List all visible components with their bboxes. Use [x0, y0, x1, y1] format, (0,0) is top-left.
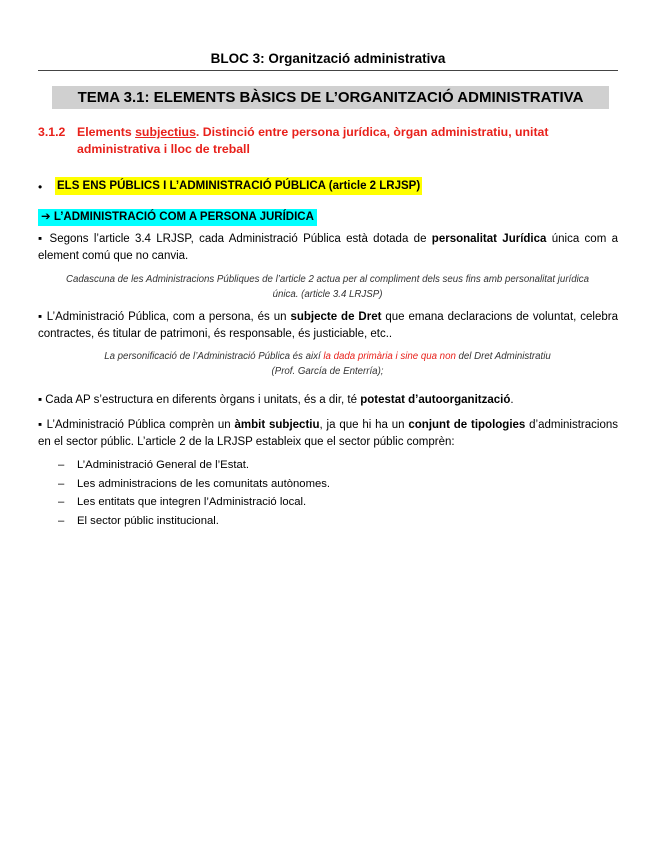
list-item-text: L’Administració General de l’Estat.	[77, 459, 250, 471]
square-bullet-icon: ▪	[38, 233, 50, 245]
para2-text-a: L’Administració Pública, com a persona, és un	[46, 311, 291, 323]
bloc-title: BLOC 3: Organització administrativa	[210, 51, 446, 66]
paragraph-subjecte-dret	[38, 309, 618, 343]
section-title-underlined: subjectius	[135, 125, 196, 139]
dash-icon: –	[58, 477, 65, 490]
paragraph-personalitat	[38, 231, 618, 265]
tema-title: TEMA 3.1: ELEMENTS BÀSICS DE L’ORGANITZACIÓ ADMINISTRATIVA	[52, 86, 609, 109]
para1-text-a: Segons l’article 3.4 LRJSP, cada Administració Pública està dotada de	[49, 233, 432, 245]
paragraph-ambit-subjectiu	[38, 417, 618, 451]
persona-juridica-heading	[38, 209, 317, 226]
section-title-part1: Elements	[77, 125, 136, 139]
para1-bold: personalitat Jurídica	[431, 233, 547, 245]
list-item-text: Les administracions de les comunitats autònomes.	[77, 477, 331, 490]
para3-text-a: Cada AP s’estructura en diferents òrgans i unitats, és a dir, té	[45, 394, 361, 406]
list-item-text: Les entitats que integren l’Administració local.	[77, 496, 307, 508]
list-item	[58, 456, 330, 475]
list-item	[58, 475, 330, 494]
para4-text-c: d’administracions en el sector públic. L’article 2 de la LRJSP estableix que el sector públic comprèn:	[38, 419, 618, 448]
quote2-red: la dada primària i sine qua non	[323, 351, 456, 362]
dash-icon: –	[58, 514, 65, 527]
square-bullet-icon: ▪	[38, 419, 47, 431]
square-bullet-icon: ▪	[38, 394, 46, 406]
para3-text-b: .	[510, 394, 514, 406]
para4-bold2: conjunt de tipologies	[408, 419, 526, 431]
quote2-text-a: La personificació de l’Administració Pública és així	[104, 351, 324, 362]
section-title	[77, 124, 577, 158]
quote2-line2: (Prof. García de Enterría);	[271, 366, 384, 377]
arrow-right-icon: ➔	[41, 211, 51, 223]
para4-bold1: àmbit subjectiu	[234, 419, 320, 431]
quote2-text-b: del Dret Administratiu	[455, 351, 551, 362]
para1-text-b: única com a element comú que no canvia.	[38, 233, 618, 262]
sector-public-list	[58, 456, 330, 530]
list-item	[58, 512, 330, 531]
para2-bold: subjecte de Dret	[290, 311, 382, 323]
quote-article-3-4: Cadascuna de les Administracions Públiques de l’article 2 actua per al compliment dels seus fins amb personalitat jurídica única. (article 3.4 LRJSP)	[65, 274, 590, 300]
paragraph-autoorganitzacio	[38, 392, 618, 409]
dash-icon: –	[58, 459, 65, 471]
list-item-text: El sector públic institucional.	[77, 514, 219, 527]
square-bullet-icon: ▪	[38, 311, 47, 323]
list-item	[58, 493, 330, 512]
quote-garcia-enterria	[55, 349, 600, 379]
bullet-dot-icon: •	[38, 180, 43, 194]
ens-publics-heading: ELS ENS PÚBLICS I L’ADMINISTRACIÓ PÚBLICA (article 2 LRJSP)	[55, 177, 422, 195]
dash-icon: –	[58, 496, 65, 508]
section-number: 3.1.2	[38, 125, 66, 139]
para3-bold: potestat d’autoorganització	[360, 394, 511, 406]
para4-text-b: , ja que hi ha un	[319, 419, 409, 431]
para4-text-a: L’Administració Pública comprèn un	[46, 419, 235, 431]
persona-juridica-label: L’ADMINISTRACIÓ COM A PERSONA JURÍDICA	[53, 211, 314, 223]
section-title-part2: . Distinció entre persona jurídica, òrgan administratiu, unitat administrativa i lloc de treball	[77, 125, 549, 156]
para2-text-b: que emana declaracions de voluntat, celebra contractes, és titular de patrimoni, és responsable, és justiciable, etc..	[38, 311, 618, 340]
header-divider	[38, 70, 618, 71]
